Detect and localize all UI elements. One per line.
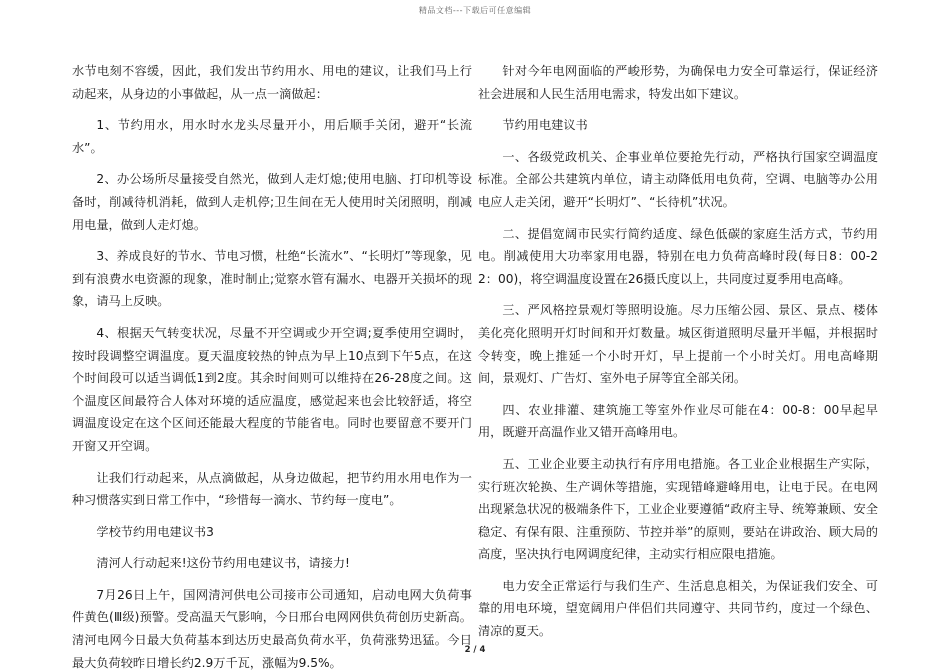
page-number: 2 / 4 [464,645,486,655]
header-note: 精品文档---下载后可任意编辑 [418,6,532,15]
paragraph: 四、农业排灌、建筑施工等室外作业尽可能在4：00-8：00早起早用，既避开高温作业又错开高峰用电。 [478,402,878,440]
paragraph: 电力安全正常运行与我们生产、生活息息相关，为保证我们安全、可靠的用电环境，望宽阔用户伴侣们共同遵守、共同节约，度过一个绿色、清凉的夏天。 [478,578,878,639]
paragraph: 二、提倡宽阔市民实行简约适度、绿色低碳的家庭生活方式，节约用电。削减使用大功率家用电器，特别在电力负荷高峰时段(每日8：00-22：00)，将空调温度设置在26摄氏度以上，共同度过夏季用电高峰。 [478,226,878,286]
section-heading: 学校节约用电建议书3 [96,524,214,539]
right-column [478,60,878,652]
paragraph: 清河人行动起来!这份节约用电建议书，请接力! [96,556,350,571]
paragraph: 2、办公场所尽量接受自然光，做到人走灯熄;使用电脑、打印机等设备时，削减待机消耗，做到人走机停;卫生间在无人使用时关闭照明，削减用电量，做到人走灯熄。 [72,172,472,232]
paragraph: 3、养成良好的节水、节电习惯，杜绝“长流水”、“长明灯”等现象，见到有浪费水电资源的现象，准时制止;觉察水管有漏水、电器开关损坏的现象，请马上反映。 [72,249,472,309]
paragraph: 4、根据天气转变状况，尽量不开空调或少开空调;夏季使用空调时，按时段调整空调温度。夏天温度较热的钟点为早上10点到下午5点，在这个时间段可以适当调低1到2度。其余时间则可以维持在26-28度之间。这个温度区间最符合人体对环境的适应温度，感觉起来也会比较舒适，将空调温度设定在这个区间还能最大程度的节能省电。同时也要留意不要开门开窗又开空调。 [72,325,472,453]
paragraph: 一、各级党政机关、企事业单位要抢先行动，严格执行国家空调温度标准。全部公共建筑内单位，请主动降低用电负荷，空调、电脑等办公用电应人走关闭，避开“长明灯”、“长待机”状况。 [478,149,878,209]
section-heading: 节约用电建议书 [502,118,588,133]
paragraph: 7月26日上午，国网清河供电公司接市公司通知，启动电网大负荷事件黄色(Ⅲ级)预警。受高温天气影响，今日邢台电网网供负荷创历史新高。清河电网今日最大负荷基本到达历史最高负荷水平，负荷涨势迅猛。今日最大负荷较昨日增长约2.9万千瓦，涨幅为9.5%。 [72,587,472,670]
paragraph: 水节电刻不容缓，因此，我们发出节约用水、用电的建议，让我们马上行动起来，从身边的小事做起，从一点一滴做起： [72,64,472,101]
paragraph: 1、节约用水，用水时水龙头尽量开小，用后顺手关闭，避开“长流水”。 [72,118,472,155]
paragraph: 针对今年电网面临的严峻形势，为确保电力安全可靠运行，保证经济社会进展和人民生活用电需求，特发出如下建议。 [478,64,878,101]
paragraph: 让我们行动起来，从点滴做起，从身边做起，把节约用水用电作为一种习惯落实到日常工作中，“珍惜每一滴水、节约每一度电”。 [72,470,472,508]
left-column [72,60,472,672]
paragraph: 五、工业企业要主动执行有序用电措施。各工业企业根据生产实际，实行班次轮换、生产调休等措施，实现错峰避峰用电，让电于民。在电网出现紧急状况的极端条件下，工业企业要遵循“政府主导、统筹兼顾、安全稳定、有保有限、注重预防、节控并举”的原则，要站在讲政治、顾大局的高度，坚决执行电网调度纪律，主动实行相应限电措施。 [478,456,878,562]
paragraph: 三、严风格控景观灯等照明设施。尽力压缩公园、景区、景点、楼体美化亮化照明开灯时间和开灯数量。城区街道照明尽量开半幅，并根据时令转变，晚上推延一个小时开灯，早上提前一个小时关灯。用电高峰期间，景观灯、广告灯、室外电子屏等宜全部关闭。 [478,303,878,386]
